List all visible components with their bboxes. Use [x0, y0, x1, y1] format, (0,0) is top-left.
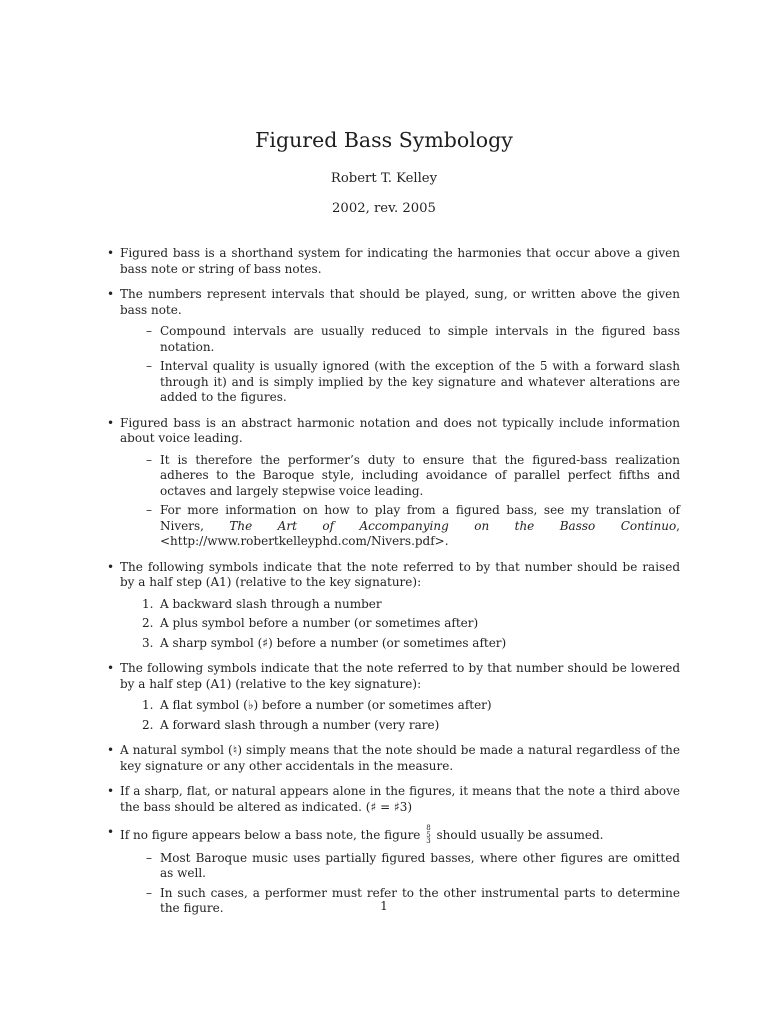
dash-marker: – [146, 850, 152, 865]
book-title: The Art of Accompanying on the Basso Continuo [229, 518, 677, 533]
list-item [108, 560, 680, 652]
list-item-text-end: should usually be assumed. [432, 828, 604, 842]
sub-list-item-text: It is therefore the performer’s duty to ensure that the figured-bass realization adheres to the Baroque style, including avoidance of parallel perfect fifths and octaves and largely stepwise voice leading. [160, 452, 680, 498]
sub-list-item-text: Most Baroque music uses partially figured basses, where other figures are omitted as well. [160, 850, 680, 880]
sub-list-item [146, 324, 680, 355]
list-item-text: Figured bass is an abstract harmonic notation and does not typically include information about voice leading. [120, 415, 680, 445]
bullet-marker: • [107, 559, 115, 574]
list-item-text: If a sharp, flat, or natural appears alone in the figures, it means that the note a third above the bass should be altered as indicated. (♯ = ♯3) [120, 784, 680, 814]
figure-digit: 3 [426, 837, 431, 845]
dash-marker: – [146, 503, 152, 517]
figure-digit: 5 [426, 830, 431, 839]
url-text: , <http://www.robertkelleyphd.com/Nivers.pdf>. [160, 518, 680, 548]
dash-marker: – [146, 885, 152, 900]
numbered-item [142, 636, 680, 652]
list-item-text: Figured bass is a shorthand system for indicating the harmonies that occur above a given bass note or string of bass notes. [120, 246, 680, 276]
sub-list-item-text: In such cases, a performer must refer to the other instrumental parts to determine the figure. [160, 885, 680, 915]
dash-marker: – [146, 324, 152, 338]
bullet-list [108, 246, 680, 927]
numbered-item [142, 718, 680, 734]
figure-digit: 8 [426, 824, 431, 832]
bullet-marker: • [107, 661, 115, 675]
list-item-text: The following symbols indicate that the note referred to by that number should be raised by a half step (A1) (relative to the key signature): [120, 559, 680, 589]
numbered-item-text: A plus symbol before a number (or sometimes after) [160, 616, 479, 630]
bullet-marker: • [107, 415, 115, 430]
dash-marker: – [146, 452, 152, 467]
numbered-list [120, 597, 680, 652]
item-number: 1. [142, 596, 154, 611]
bullet-marker: • [107, 246, 115, 260]
figure-stack [426, 825, 430, 845]
sub-list [120, 324, 680, 406]
list-item [108, 661, 680, 733]
bullet-marker: • [107, 825, 115, 839]
bullet-marker: • [107, 743, 115, 757]
numbered-item-text: A sharp symbol (♯) before a number (or sometimes after) [160, 635, 507, 650]
list-item-text: A natural symbol (♮) simply means that the note should be made a natural regardless of the key signature or any other accidentals in the measure. [120, 743, 680, 773]
sub-list-item [146, 503, 680, 550]
list-item [108, 246, 680, 277]
list-item-text: The numbers represent intervals that should be played, sung, or written above the given bass note. [120, 287, 680, 317]
document-title: Figured Bass Symbology [255, 128, 513, 152]
numbered-item [142, 698, 680, 714]
list-item [108, 416, 680, 550]
numbered-item [142, 597, 680, 613]
sub-list-item [146, 851, 680, 882]
dash-marker: – [146, 359, 152, 373]
numbered-item-text: A backward slash through a number [160, 596, 382, 611]
sub-list-item [146, 453, 680, 500]
sub-list-item-text: Interval quality is usually ignored (with the exception of the 5 with a forward slash through it) and is simply implied by the key signature and whatever alterations are added to the figures. [160, 359, 680, 404]
sub-list-item-text: For more information on how to play from a figured bass, see my translation of Nivers, [160, 503, 680, 533]
numbered-item-text: A flat symbol (♭) before a number (or sometimes after) [160, 698, 492, 712]
document-author: Robert T. Kelley [330, 171, 438, 186]
item-number: 2. [142, 717, 154, 732]
bullet-marker: • [107, 784, 115, 798]
list-item [108, 784, 680, 815]
list-item [108, 287, 680, 406]
numbered-list [120, 698, 680, 733]
item-number: 3. [142, 635, 154, 650]
page-number: 1 [380, 899, 388, 913]
bullet-marker: • [107, 287, 115, 301]
sub-list-item [146, 359, 680, 406]
sub-list [120, 453, 680, 550]
sub-list-item-text: Compound intervals are usually reduced to simple intervals in the figured bass notation. [160, 324, 680, 354]
list-item-text: If no figure appears below a bass note, the figure [120, 828, 425, 842]
numbered-item-text: A forward slash through a number (very rare) [160, 717, 440, 732]
document-date: 2002, rev. 2005 [332, 201, 436, 216]
list-item [108, 743, 680, 774]
item-number: 2. [142, 616, 154, 630]
numbered-item [142, 616, 680, 632]
item-number: 1. [142, 698, 154, 712]
list-item-text: The following symbols indicate that the note referred to by that number should be lowered by a half step (A1) (relative to the key signature): [120, 661, 680, 691]
